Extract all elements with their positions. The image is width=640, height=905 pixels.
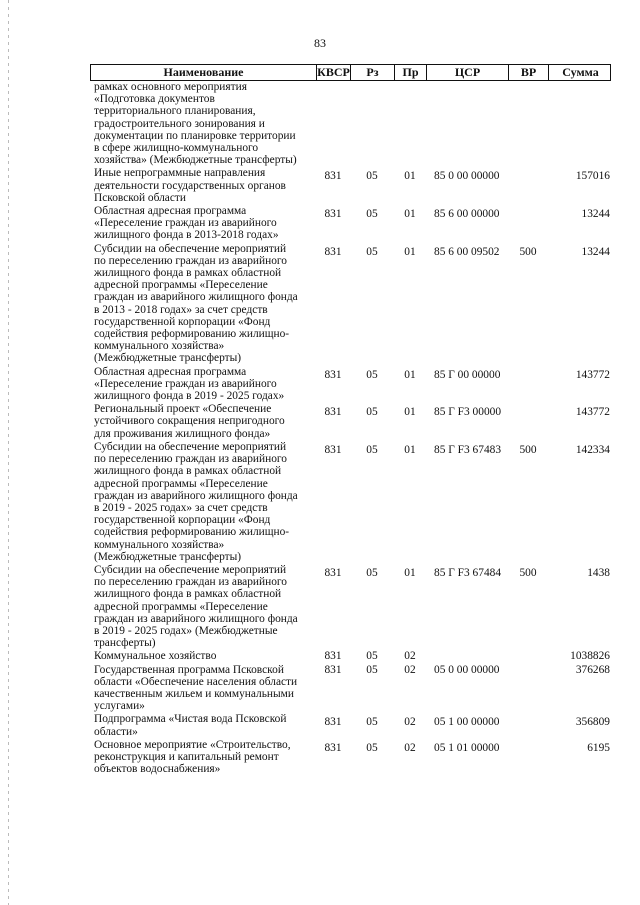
cell-rz: 05: [366, 650, 378, 663]
cell-sum: 13244: [581, 208, 610, 221]
cell-kvsr: 831: [324, 716, 342, 729]
cell-kvsr: 831: [324, 663, 342, 676]
cell-csr: 05 1 01 00000: [434, 741, 500, 754]
cell-csr: 85 6 00 09502: [434, 245, 500, 258]
table-row: [94, 664, 614, 713]
table-body: [94, 81, 614, 776]
cell-pr: 01: [404, 406, 416, 419]
cell-vr: [508, 167, 548, 204]
page-number: 83: [314, 36, 326, 50]
cell-sum: 1038826: [570, 650, 610, 663]
cell-vr: [508, 366, 548, 403]
cell-vr: [508, 664, 548, 713]
cell-kvsr: 831: [324, 245, 342, 258]
table-row: [94, 713, 614, 737]
cell-rz: 05: [366, 443, 378, 456]
cell-pr: 02: [404, 650, 416, 663]
scan-edge: [8, 0, 9, 905]
header-vr: ВР: [508, 65, 548, 80]
cell-kvsr: 831: [324, 566, 342, 579]
cell-name: Основное мероприятие «Строительство, реконструкция и капитальный ремонт объектов водоснабжения»: [94, 738, 291, 776]
cell-pr: 02: [404, 663, 416, 676]
cell-name: Подпрограмма «Чистая вода Псковской области»: [94, 713, 287, 738]
cell-sum: 143772: [575, 406, 610, 419]
table-row: [94, 403, 614, 440]
table-row: [94, 739, 614, 776]
cell-vr: [508, 205, 548, 242]
cell-name: Субсидии на обеспечение мероприятий по переселению граждан из аварийного жилищного фонда в рамках областной адресной программы «Переселение граждан из аварийного жилищного фонда в 2013 - 2018 годах» за счет средств государственной корпорации «Фонд содействия реформированию жилищно- коммунального хозяйства» (Межбюджетные трансферты): [94, 242, 298, 365]
cell-sum: 356809: [575, 716, 610, 729]
cell-pr: 01: [404, 245, 416, 258]
cell-csr: 05 0 00 00000: [434, 663, 500, 676]
cell-csr: 05 1 00 00000: [434, 716, 500, 729]
cell-kvsr: 831: [324, 406, 342, 419]
cell-sum: 157016: [575, 170, 610, 183]
cell-vr: [508, 739, 548, 776]
cell-sum: 143772: [575, 368, 610, 381]
cell-sum: 142334: [575, 443, 610, 456]
cell-rz: 05: [366, 245, 378, 258]
cell-name: Областная адресная программа «Переселение граждан из аварийного жилищного фонда в 2013-2018 годах»: [94, 205, 279, 242]
cell-vr: [508, 403, 548, 440]
table-row: [94, 167, 614, 204]
cell-csr: [426, 650, 508, 662]
cell-vr: [508, 650, 548, 662]
header-name: Наименование: [163, 65, 244, 79]
header-csr: ЦСР: [426, 65, 508, 80]
cell-pr: [394, 81, 426, 166]
cell-name: Региональный проект «Обеспечение устойчивого сокращения непригодного для проживания жилищного фонда»: [94, 403, 285, 440]
cell-sum: 13244: [581, 245, 610, 258]
cell-pr: 01: [404, 443, 416, 456]
table-row: [94, 564, 614, 649]
table-header: [90, 64, 611, 81]
cell-vr: [508, 81, 548, 166]
cell-csr: 85 0 00 00000: [434, 170, 500, 183]
cell-kvsr: 831: [324, 650, 342, 663]
cell-kvsr: [316, 81, 350, 166]
cell-name: Коммунальное хозяйство: [94, 650, 217, 663]
cell-csr: 85 Г F3 67483: [434, 443, 502, 456]
cell-sum: [548, 81, 610, 166]
cell-name: Областная адресная программа «Переселение граждан из аварийного жилищного фонда в 2019 - 2025 годах»: [94, 365, 285, 403]
table-row: [94, 205, 614, 242]
cell-sum: 1438: [587, 566, 610, 579]
cell-csr: 85 Г 00 00000: [434, 368, 501, 381]
cell-name: Государственная программа Псковской области «Обеспечение населения области качественным жильем и коммунальными услугами»: [94, 663, 298, 713]
header-sum: Сумма: [548, 65, 612, 80]
cell-vr: 500: [519, 245, 537, 258]
cell-sum: 6195: [587, 741, 610, 754]
cell-name: Субсидии на обеспечение мероприятий по переселению граждан из аварийного жилищного фонда в рамках областной адресной программы «Переселение граждан из аварийного жилищного фонда в 2019 - 2025 годах» за счет средств государственной корпорации «Фонд содействия реформированию жилищно- коммунального хозяйства» (Межбюджетные трансферты): [94, 440, 298, 563]
cell-kvsr: 831: [324, 368, 342, 381]
cell-pr: 01: [404, 368, 416, 381]
cell-vr: [508, 713, 548, 737]
table-row: [94, 441, 614, 563]
cell-name: рамках основного мероприятия «Подготовка документов территориального планирования, градостроительного зонирования и документации по планировке территории в сфере жилищно-коммунального хозяйства» (Межбюджетные трансферты): [94, 81, 297, 167]
cell-rz: 05: [366, 170, 378, 183]
cell-name: Субсидии на обеспечение мероприятий по переселению граждан из аварийного жилищного фонда в рамках областной адресной программы «Переселение граждан из аварийного жилищного фонда в 2019 - 2025 годах» (Межбюджетные трансферты): [94, 563, 298, 650]
cell-sum: 376268: [575, 663, 610, 676]
header-rz: Рз: [350, 65, 394, 80]
cell-kvsr: 831: [324, 208, 342, 221]
header-kvsr: КВСР: [317, 65, 350, 79]
cell-csr: 85 6 00 00000: [434, 208, 500, 221]
cell-pr: 02: [404, 716, 416, 729]
cell-pr: 01: [404, 170, 416, 183]
cell-rz: 05: [366, 566, 378, 579]
cell-rz: [350, 81, 394, 166]
cell-csr: 85 Г F3 00000: [434, 406, 502, 419]
cell-kvsr: 831: [324, 170, 342, 183]
cell-vr: 500: [519, 443, 537, 456]
cell-rz: 05: [366, 663, 378, 676]
table-row: [94, 650, 614, 662]
table-row: [94, 81, 614, 166]
table-row: [94, 366, 614, 403]
cell-pr: 02: [404, 741, 416, 754]
cell-name: Иные непрограммные направления деятельности государственных органов Псковской области: [94, 167, 286, 204]
cell-rz: 05: [366, 368, 378, 381]
cell-csr: 85 Г F3 67484: [434, 566, 502, 579]
cell-csr: [426, 81, 508, 166]
cell-rz: 05: [366, 741, 378, 754]
cell-rz: 05: [366, 716, 378, 729]
cell-rz: 05: [366, 208, 378, 221]
cell-vr: 500: [519, 566, 537, 579]
cell-pr: 01: [404, 208, 416, 221]
cell-rz: 05: [366, 406, 378, 419]
table-row: [94, 243, 614, 365]
cell-kvsr: 831: [324, 741, 342, 754]
header-pr: Пр: [394, 65, 426, 80]
cell-pr: 01: [404, 566, 416, 579]
cell-kvsr: 831: [324, 443, 342, 456]
